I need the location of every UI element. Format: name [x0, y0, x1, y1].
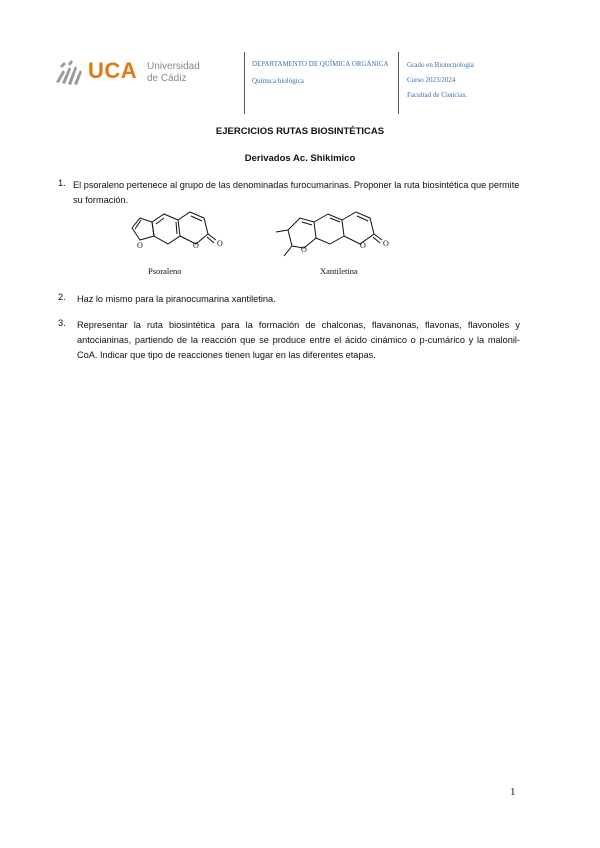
document-subtitle: Derivados Ac. Shikimico	[244, 153, 356, 164]
page-number: 1	[510, 786, 516, 798]
coumarin-structures-figure	[120, 208, 480, 280]
faculty-name: Facultad de Ciencias.	[407, 91, 468, 99]
psoralen-ring-oxygen: O	[193, 241, 199, 250]
header-divider-right	[398, 52, 399, 114]
university-crest-logo	[54, 56, 88, 88]
header-divider-left	[244, 52, 245, 114]
academic-year: Curso 2023/2024	[407, 76, 456, 84]
department-name: DEPARTAMENTO DE QUÍMICA ORGÁNICA	[252, 61, 389, 68]
psoralen-structure	[132, 212, 216, 244]
psoralen-carbonyl-oxygen: O	[217, 239, 223, 248]
logo-university-line2: de Cádiz	[147, 73, 187, 84]
question-1-number: 1.	[58, 178, 66, 188]
question-3-text: Representar la ruta biosintética para la formación de chalconas, flavanonas, flavonas, flavonoles y antocianinas, partiendo de la reacción que se produce entre el ácido cinámico o p-cumárico y la malonil-CoA. Indicar que tipo de reacciones tienen lugar en las diferentes etapas.	[77, 320, 520, 360]
degree-name: Grado en Biotecnología	[407, 61, 474, 69]
psoralen-furan-oxygen: O	[137, 241, 143, 250]
question-3-number: 3.	[58, 318, 66, 328]
subject-area: Química biológica	[252, 77, 304, 85]
xanthyletin-carbonyl-oxygen: O	[383, 239, 389, 248]
xanthyletin-pyran-oxygen: O	[301, 245, 307, 254]
question-1-text: El psoraleno pertenece al grupo de las denominadas furocumarinas. Proponer la ruta biosintética que permite su formación.	[73, 180, 520, 205]
psoralen-label: Psoraleno	[148, 266, 182, 276]
document-title: EJERCICIOS RUTAS BIOSINTÉTICAS	[215, 126, 385, 137]
logo-university-line1: Universidad	[147, 61, 200, 72]
xanthyletin-ring-oxygen: O	[360, 241, 366, 250]
question-2-text: Haz lo mismo para la piranocumarina xantiletina.	[77, 294, 276, 304]
xanthyletin-label: Xantiletina	[320, 266, 358, 276]
xanthyletin-structure	[276, 212, 382, 256]
question-2-number: 2.	[58, 292, 66, 302]
logo-uca-text: UCA	[88, 58, 138, 83]
